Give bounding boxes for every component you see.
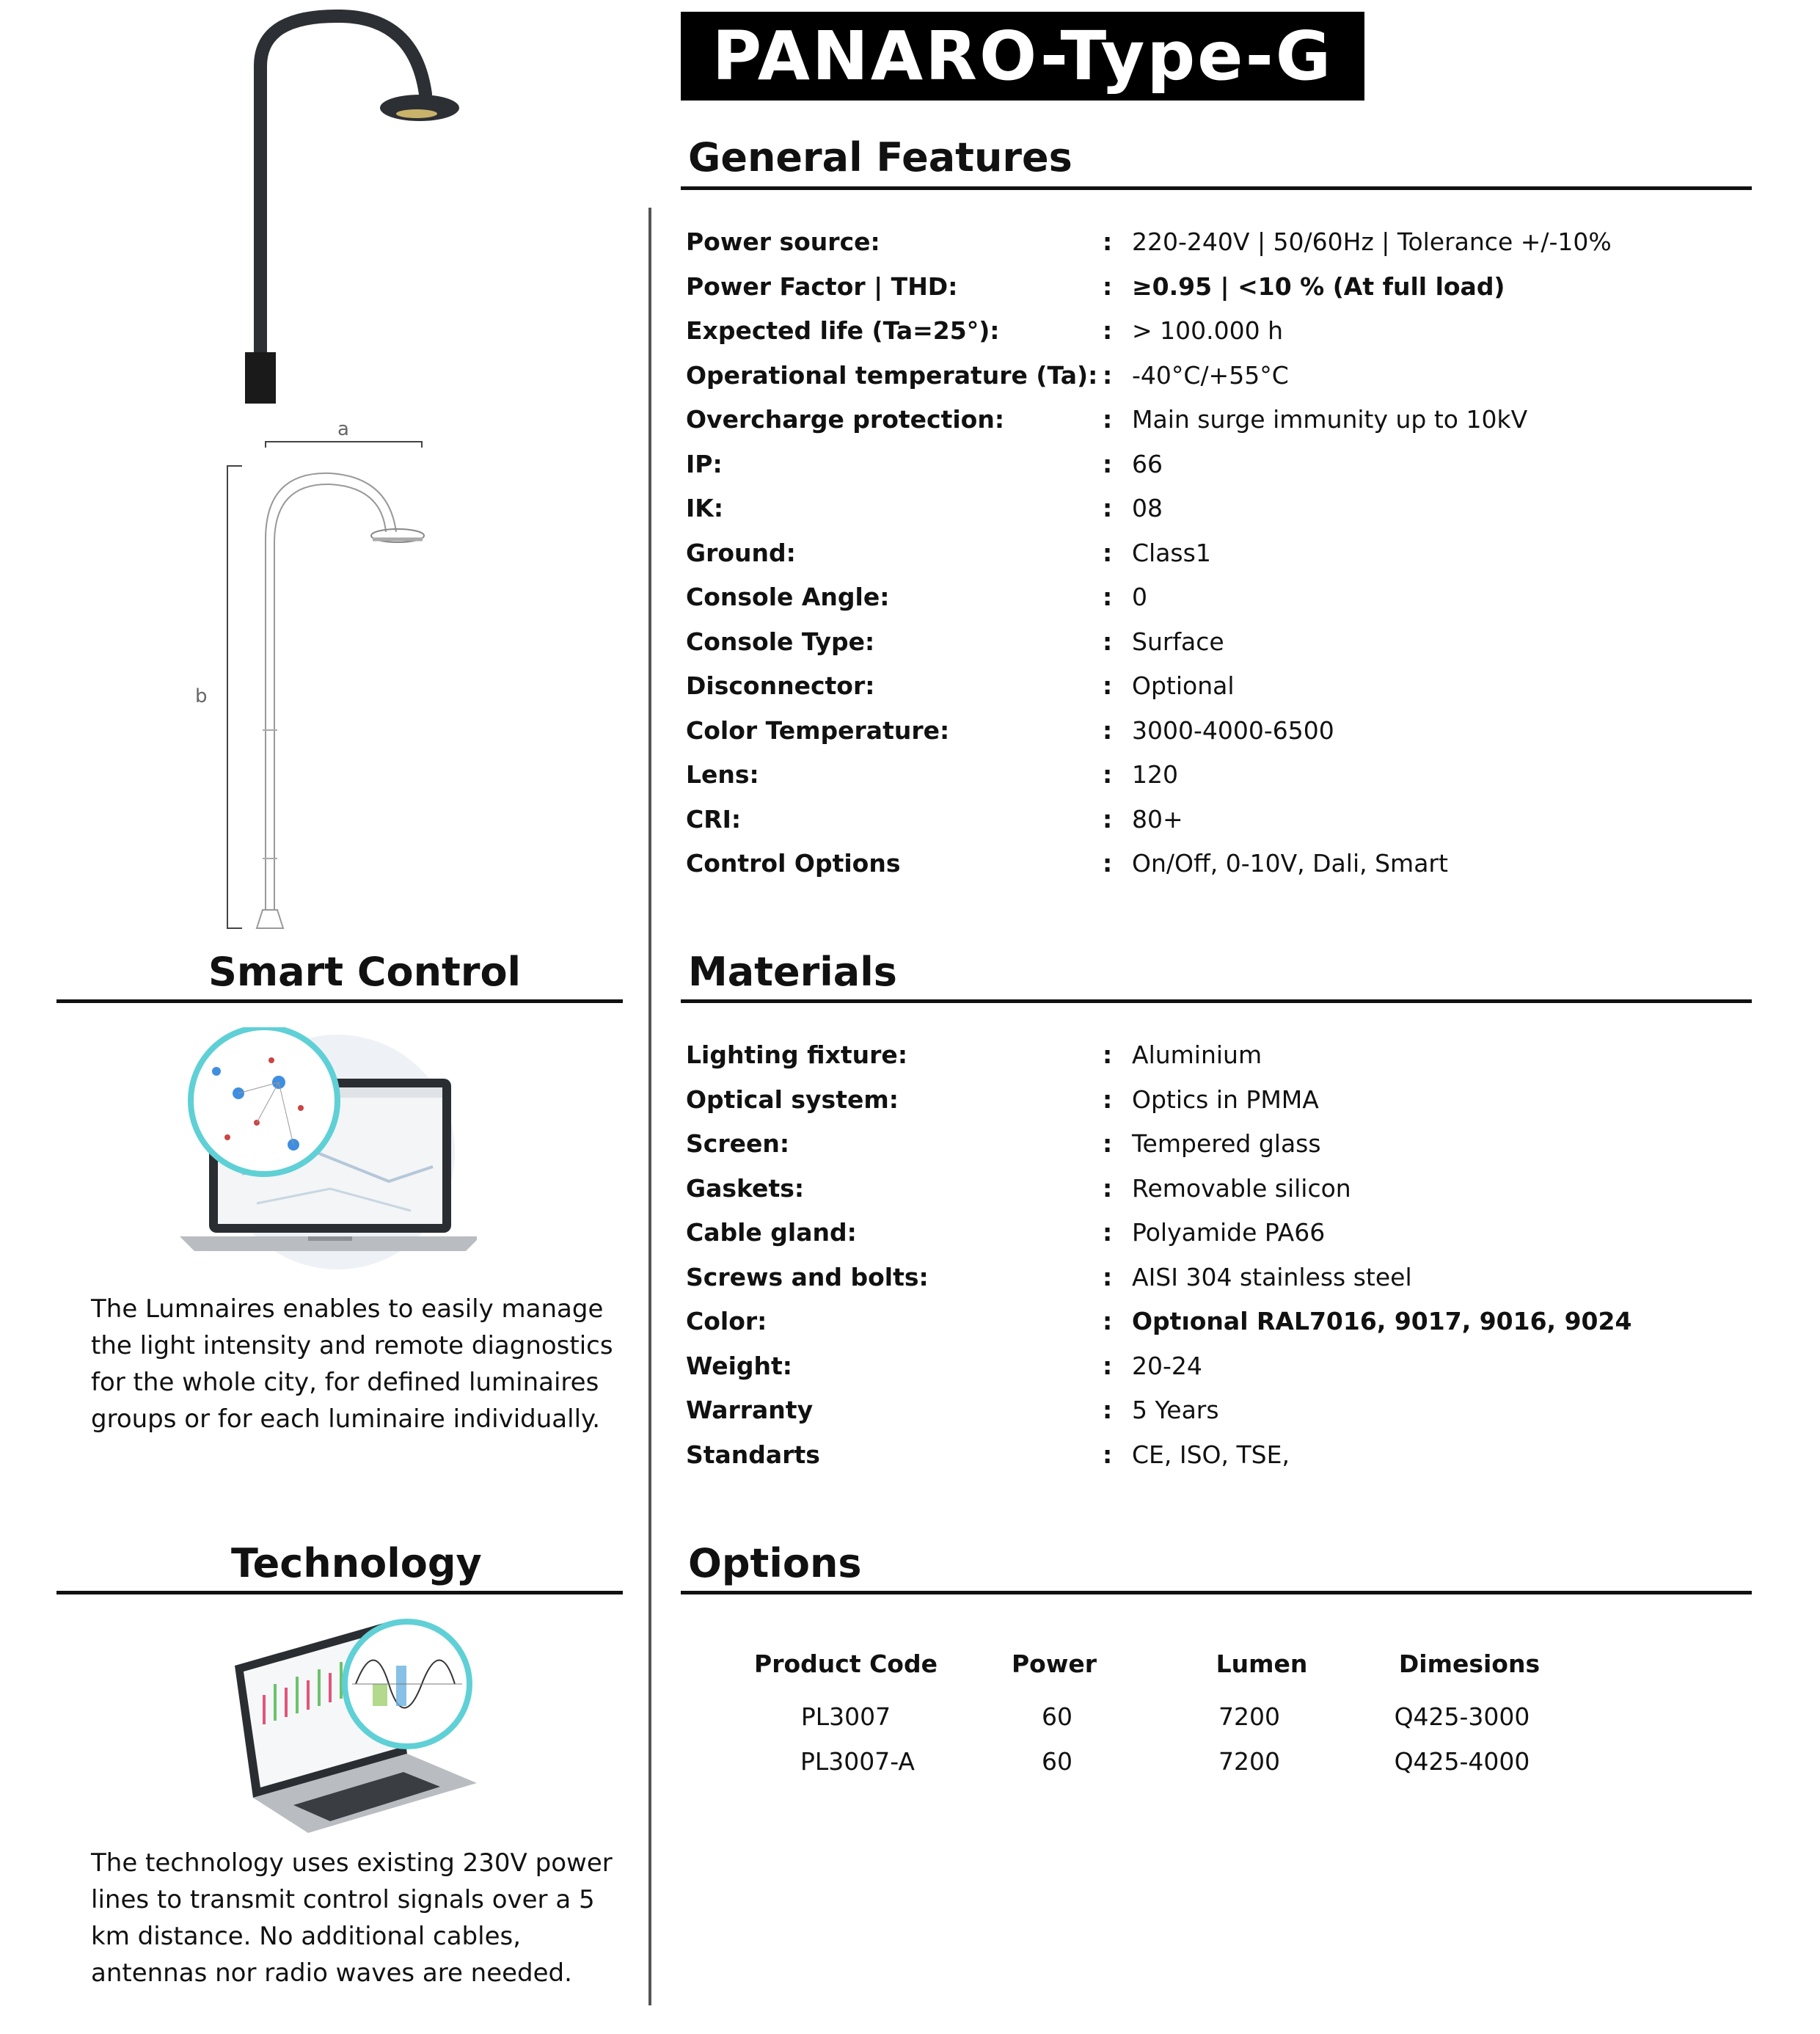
general-feature-label: Expected life (Ta=25°):: [686, 316, 1000, 345]
material-value: Optics in PMMA: [1132, 1085, 1319, 1114]
general-feature-value: 3000-4000-6500: [1132, 715, 1334, 745]
general-features-heading: General Features: [688, 134, 1072, 181]
material-row: [686, 1174, 1728, 1215]
lamp-dimension-drawing: [220, 433, 440, 932]
general-feature-label: Overcharge protection:: [686, 405, 1005, 434]
general-feature-colon: :: [1103, 671, 1113, 700]
material-colon: :: [1103, 1129, 1113, 1158]
general-feature-row: [686, 671, 1728, 712]
material-value: CE, ISO, TSE,: [1132, 1440, 1290, 1469]
general-feature-row: [686, 316, 1728, 357]
general-feature-colon: :: [1103, 715, 1113, 745]
dimension-b-label: b: [195, 685, 208, 707]
general-features-rule: [681, 186, 1752, 190]
material-value: 20-24: [1132, 1351, 1202, 1380]
general-feature-value: 66: [1132, 449, 1163, 478]
material-label: Weight:: [686, 1351, 793, 1380]
material-colon: :: [1103, 1040, 1113, 1069]
general-feature-colon: :: [1103, 494, 1113, 522]
options-cell-lumen-2: 7200: [1218, 1747, 1280, 1776]
material-label: Gaskets:: [686, 1173, 805, 1203]
material-label: Cable gland:: [686, 1218, 857, 1247]
general-feature-colon: :: [1103, 316, 1113, 345]
general-feature-value: Optional: [1132, 671, 1235, 700]
general-feature-value: Main surge immunity up to 10kV: [1132, 405, 1528, 434]
general-feature-colon: :: [1103, 360, 1113, 390]
general-feature-label: IK:: [686, 494, 724, 522]
technology-heading: Technology: [231, 1540, 482, 1586]
material-value: Polyamide PA66: [1132, 1218, 1326, 1247]
general-feature-label: Console Type:: [686, 627, 875, 656]
general-feature-colon: :: [1103, 760, 1113, 789]
options-cell-code-1: PL3007: [800, 1702, 891, 1731]
technology-description: The technology uses existing 230V power lines to transmit control signals over a 5 km distance. No additional cables, antennas nor radio waves are needed.: [91, 1848, 613, 1988]
material-value: 5 Years: [1132, 1396, 1219, 1424]
general-feature-label: Power source:: [686, 227, 880, 256]
material-value: Aluminium: [1132, 1040, 1262, 1069]
column-divider: [648, 208, 651, 2005]
material-colon: :: [1103, 1396, 1113, 1424]
material-label: Standarts: [686, 1440, 820, 1469]
general-feature-row: [686, 539, 1728, 580]
material-row: [686, 1263, 1728, 1304]
options-cell-power-1: 60: [1042, 1702, 1072, 1731]
material-value: Optıonal RAL7016, 9017, 9016, 9024: [1132, 1307, 1632, 1335]
product-title: PANARO-Type-G: [712, 17, 1334, 95]
material-colon: :: [1103, 1173, 1113, 1203]
general-feature-row: [686, 272, 1728, 313]
general-feature-value: ≥0.95 | <10 % (At full load): [1132, 271, 1505, 301]
general-feature-colon: :: [1103, 583, 1113, 611]
smart-control-rule: [56, 999, 623, 1003]
general-feature-colon: :: [1103, 271, 1113, 301]
general-feature-value: 120: [1132, 760, 1178, 789]
general-feature-row: [686, 716, 1728, 757]
general-feature-label: Ground:: [686, 538, 796, 567]
options-cell-dimensions-2: Q425-4000: [1394, 1747, 1530, 1776]
general-feature-row: [686, 760, 1728, 801]
smart-control-laptop-illustration: [169, 1027, 477, 1269]
options-rule: [681, 1591, 1752, 1594]
options-cell-power-2: 60: [1042, 1747, 1072, 1776]
material-row: [686, 1040, 1728, 1082]
general-feature-row: [686, 450, 1728, 491]
materials-heading: Materials: [688, 949, 897, 995]
material-label: Lighting fixture:: [686, 1040, 908, 1069]
options-col-dimensions: Dimesions: [1398, 1650, 1541, 1678]
general-feature-colon: :: [1103, 804, 1113, 834]
general-feature-row: [686, 849, 1728, 890]
general-feature-value: On/Off, 0-10V, Dali, Smart: [1132, 849, 1448, 878]
general-feature-colon: :: [1103, 405, 1113, 434]
general-feature-label: Control Options: [686, 849, 901, 878]
general-feature-label: IP:: [686, 449, 723, 478]
general-feature-row: [686, 583, 1728, 624]
material-colon: :: [1103, 1307, 1113, 1335]
options-cell-code-2: PL3007-A: [800, 1747, 916, 1776]
options-cell-lumen-1: 7200: [1218, 1702, 1280, 1731]
general-feature-value: Surface: [1132, 627, 1224, 656]
material-row: [686, 1440, 1728, 1481]
material-value: Tempered glass: [1132, 1129, 1321, 1158]
material-colon: :: [1103, 1440, 1113, 1469]
general-feature-label: Console Angle:: [686, 583, 890, 611]
options-cell-dimensions-1: Q425-3000: [1394, 1702, 1530, 1731]
general-feature-colon: :: [1103, 627, 1113, 656]
product-title-banner: [681, 12, 1364, 101]
general-feature-colon: :: [1103, 449, 1113, 478]
material-colon: :: [1103, 1218, 1113, 1247]
material-row: [686, 1352, 1728, 1393]
material-label: Screen:: [686, 1129, 790, 1158]
material-label: Optical system:: [686, 1085, 899, 1114]
materials-rule: [681, 999, 1752, 1003]
lamp-photo: [220, 7, 484, 404]
material-value: Removable silicon: [1132, 1173, 1351, 1203]
smart-control-heading: Smart Control: [208, 949, 522, 995]
general-feature-label: Lens:: [686, 760, 759, 789]
material-label: Screws and bolts:: [686, 1262, 929, 1291]
material-colon: :: [1103, 1351, 1113, 1380]
options-col-product-code: Product Code: [754, 1650, 938, 1678]
material-label: Warranty: [686, 1396, 814, 1424]
general-feature-row: [686, 805, 1728, 846]
general-feature-value: 08: [1132, 494, 1163, 522]
general-feature-value: > 100.000 h: [1132, 316, 1284, 345]
general-feature-label: Operational temperature (Ta):: [686, 360, 1098, 390]
technology-laptop-illustration: [220, 1614, 484, 1834]
material-colon: :: [1103, 1262, 1113, 1291]
general-feature-value: 80+: [1132, 804, 1183, 834]
material-value: AISI 304 stainless steel: [1132, 1262, 1412, 1291]
general-feature-value: Class1: [1132, 538, 1211, 567]
general-feature-row: [686, 227, 1728, 269]
smart-control-description: The Lumnaires enables to easily manage the light intensity and remote diagnostics for the whole city, for defined luminaires groups or for each luminaire individually.: [91, 1294, 613, 1434]
material-row: [686, 1307, 1728, 1348]
general-feature-row: [686, 405, 1728, 446]
material-label: Color:: [686, 1307, 767, 1335]
general-feature-colon: :: [1103, 538, 1113, 567]
general-feature-label: Color Temperature:: [686, 715, 950, 745]
material-row: [686, 1218, 1728, 1259]
general-feature-row: [686, 361, 1728, 402]
general-feature-row: [686, 494, 1728, 535]
material-row: [686, 1085, 1728, 1126]
general-feature-label: Power Factor | THD:: [686, 271, 958, 301]
options-heading: Options: [688, 1540, 862, 1586]
general-feature-colon: :: [1103, 849, 1113, 878]
options-col-lumen: Lumen: [1216, 1650, 1308, 1678]
material-row: [686, 1129, 1728, 1170]
dimension-a-label: a: [337, 418, 349, 440]
general-feature-colon: :: [1103, 227, 1113, 256]
general-feature-value: 220-240V | 50/60Hz | Tolerance +/-10%: [1132, 227, 1612, 256]
general-feature-value: 0: [1132, 583, 1147, 611]
options-col-power: Power: [1012, 1650, 1097, 1678]
material-row: [686, 1396, 1728, 1437]
general-feature-label: Disconnector:: [686, 671, 875, 700]
technology-rule: [56, 1591, 623, 1594]
general-feature-value: -40°C/+55°C: [1132, 360, 1289, 390]
general-feature-label: CRI:: [686, 804, 742, 834]
general-feature-row: [686, 627, 1728, 668]
material-colon: :: [1103, 1085, 1113, 1114]
